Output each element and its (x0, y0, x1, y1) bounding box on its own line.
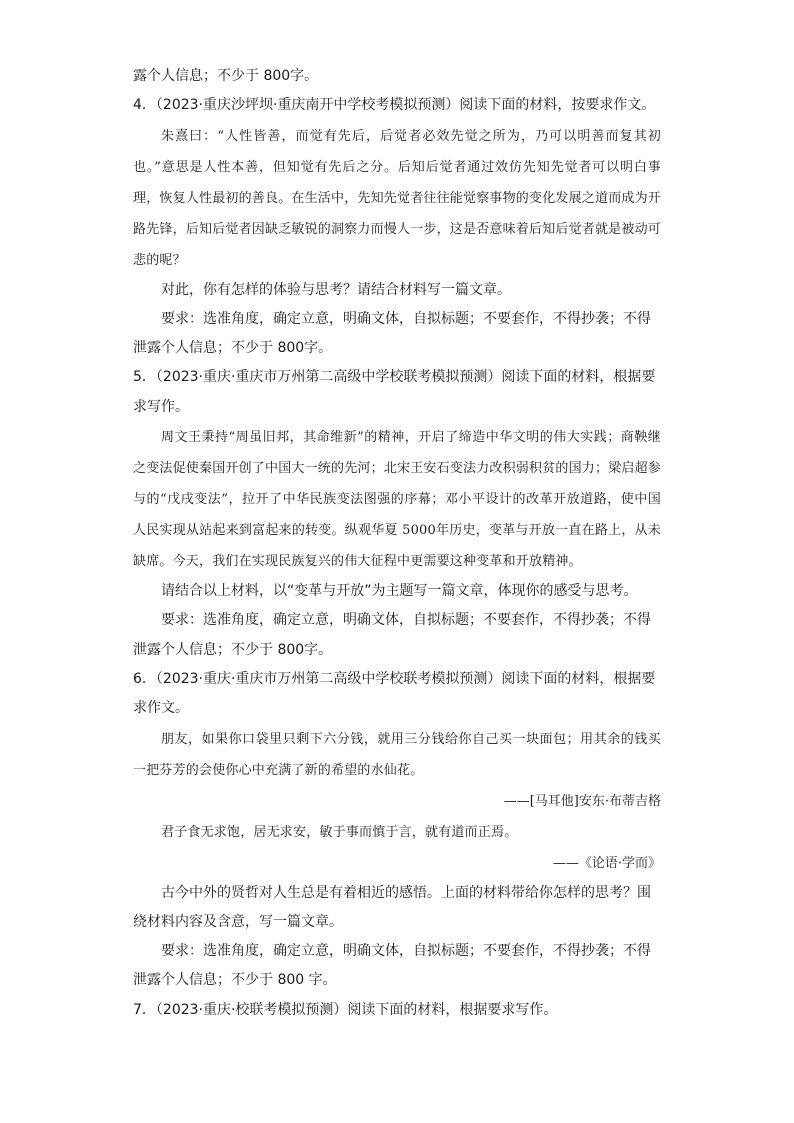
document-body (133, 62, 661, 1025)
question-5-prompt: 请结合以上材料，以“变革与开放”为主题写一篇文章，体现你的感受与思考。 (161, 583, 638, 600)
question-6-heading: 6．（2023·重庆·重庆市万州第二高级中学校联考模拟预测）阅读下面的材料，根据要求作文。 (133, 670, 656, 717)
question-5-heading: 5．（2023·重庆·重庆市万州第二高级中学校联考模拟预测）阅读下面的材料，根据要求写作。 (133, 369, 656, 415)
question-4-prompt: 对此，你有怎样的体验与思考？请结合材料写一篇文章。 (161, 281, 511, 298)
question-6-requirements: 要求：选准角度，确定立意，明确文体，自拟标题；不要套作，不得抄袭；不得泄露个人信息；不少于 800 字。 (133, 943, 651, 989)
question-4-material: 朱熹曰：“人性皆善，而觉有先后，后觉者必效先觉之所为，乃可以明善而复其初也。”意思是人性本善，但知觉有先后之分。后知后觉者通过效仿先知先觉者可以明白事理，恢复人性最初的善良。在生活中，先知先觉者往往能觉察事物的变化发展之道而成为开路先锋，后知后觉者因缺乏敏锐的洞察力而慢人一步，这是否意味着后知后觉者就是被动可悲的呢？ (133, 128, 662, 268)
question-5-material: 周文王秉持“周虽旧邦，其命维新”的精神，开启了缔造中华文明的伟大实践；商鞅继之变法促使秦国开创了中国大一统的先河；北宋王安石变法力改积弱积贫的国力；梁启超参与的“戊戌变法”，拉开了中华民族变法图强的序幕；邓小平设计的改革开放道路，使中国人民实现从站起来到富起来的转变。纵观华夏 5000年历史，变革与开放一直在路上，从未缺席。今天，我们在实现民族复兴的伟大征程中更需要这种变革和开放精神。 (133, 430, 662, 570)
text-line: 露个人信息；不少于 800字。 (133, 68, 319, 84)
question-6-prompt: 古今中外的贤哲对人生总是有着相近的感悟。上面的材料带给你怎样的思考？围绕材料内容及含意，写一篇文章。 (133, 884, 651, 930)
question-6-material-2: 君子食无求饱，居无求安，敏于事而慎于言，就有道而正焉。 (161, 824, 518, 840)
question-6-attribution-1: ——[马耳他]安东·布蒂吉格 (503, 793, 661, 809)
question-5-requirements: 要求：选准角度，确定立意，明确文体，自拟标题；不要套作，不得抄袭；不得泄露个人信息；不少于 800字。 (133, 612, 651, 658)
question-4-heading: 4．（2023·重庆沙坪坝·重庆南开中学校考模拟预测）阅读下面的材料，按要求作文。 (133, 97, 656, 114)
question-4-requirements: 要求：选准角度，确定立意，明确文体，自拟标题；不要套作，不得抄袭；不得泄露个人信息；不少于 800字。 (133, 310, 651, 357)
question-7-heading: 7．（2023·重庆·校联考模拟预测）阅读下面的材料，根据要求写作。 (133, 1001, 558, 1018)
question-6-attribution-2: ——《论语·学而》 (552, 855, 661, 871)
question-6-material-1: 朋友，如果你口袋里只剩下六分钱，就用三分钱给你自己买一块面包；用其余的钱买一把芬芳的会使你心中充满了新的希望的水仙花。 (133, 731, 661, 778)
